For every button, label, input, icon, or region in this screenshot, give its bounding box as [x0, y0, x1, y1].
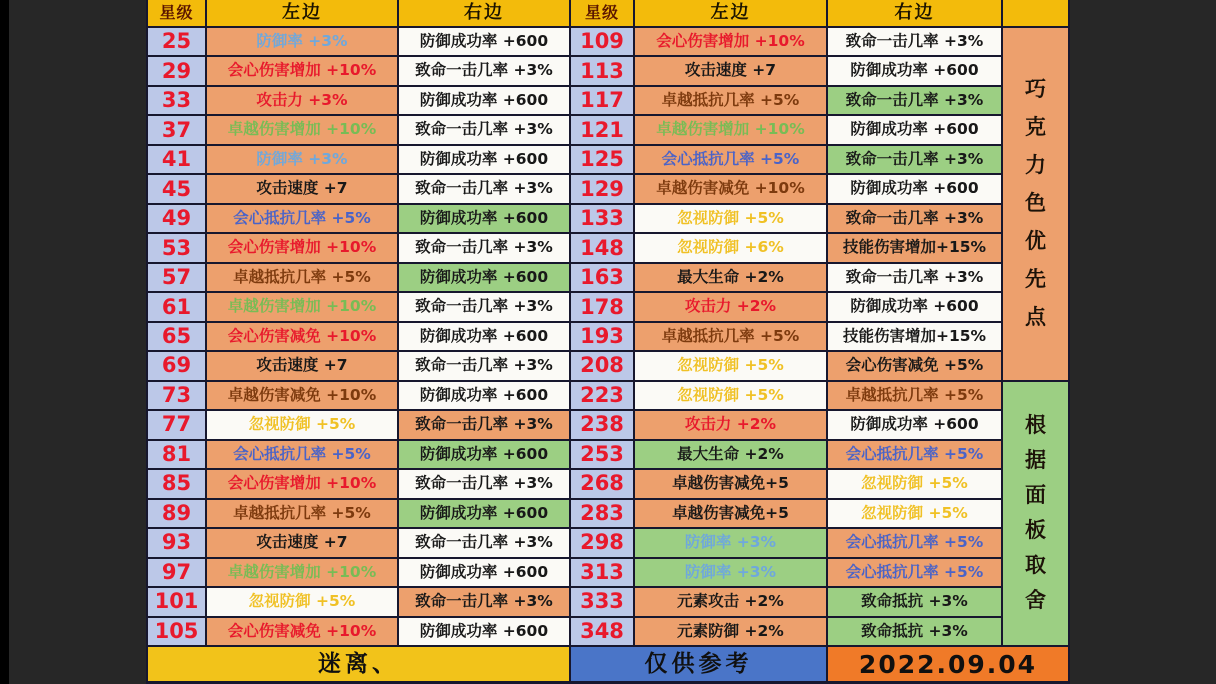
right-option-cell	[828, 470, 1001, 497]
star-level-cell: 268	[571, 470, 633, 497]
right-option-cell	[399, 323, 569, 350]
side-note-chocolate-priority	[1003, 28, 1068, 380]
stat-text: 防御成功率 +600	[419, 503, 549, 522]
stat-text: 致命一击几率 +3%	[415, 297, 553, 316]
stat-text: 防御成功率 +600	[419, 208, 549, 227]
stat-text: 最大生命 +2%	[677, 444, 784, 463]
star-level-cell: 313	[571, 559, 633, 586]
left-option-cell	[207, 87, 397, 114]
left-option-cell	[635, 559, 826, 586]
right-option-cell	[828, 529, 1001, 556]
right-option-cell	[828, 116, 1001, 143]
left-option-cell	[635, 352, 826, 379]
stat-text: 致命一击几率 +3%	[415, 474, 553, 493]
stat-text: 防御成功率 +600	[419, 90, 549, 109]
stat-text: 会心抵抗几率 +5%	[845, 533, 984, 552]
right-option-cell	[828, 175, 1001, 202]
stat-text: 防御成功率 +600	[419, 562, 549, 581]
note-char: 面	[1025, 483, 1046, 508]
stat-text: 致命一击几率 +3%	[415, 356, 553, 375]
star-level-cell: 49	[148, 205, 205, 232]
stat-text: 防御成功率 +600	[850, 179, 979, 198]
stat-text: 会心抵抗几率 +5%	[233, 208, 371, 227]
note-char: 克	[1025, 115, 1046, 140]
stat-text: 防御成功率 +600	[419, 385, 549, 404]
stat-text: 元素攻击 +2%	[677, 592, 784, 611]
star-level-cell: 121	[571, 116, 633, 143]
header-right-option-left-table: 右边	[399, 0, 569, 26]
star-level-cell: 133	[571, 205, 633, 232]
star-level-cell: 223	[571, 382, 633, 409]
right-option-cell	[399, 411, 569, 438]
stat-text: 防御成功率 +600	[850, 297, 979, 316]
stat-text: 攻击力 +2%	[684, 415, 777, 434]
star-level-cell: 253	[571, 441, 633, 468]
stat-text: 攻击速度 +7	[684, 61, 777, 80]
note-char: 优	[1025, 229, 1046, 254]
stat-text: 卓越抵抗几率 +5%	[233, 503, 371, 522]
star-level-cell: 41	[148, 146, 205, 173]
left-option-cell	[635, 28, 826, 55]
stat-text: 卓越伤害增加 +10%	[227, 562, 377, 581]
stat-text: 忽视防御 +5%	[861, 503, 968, 522]
star-level-cell: 178	[571, 293, 633, 320]
left-option-cell	[207, 500, 397, 527]
right-option-cell	[828, 352, 1001, 379]
right-option-cell	[828, 559, 1001, 586]
stat-text: 防御成功率 +600	[419, 326, 549, 345]
left-option-cell	[207, 352, 397, 379]
star-level-cell: 163	[571, 264, 633, 291]
right-option-cell	[399, 28, 569, 55]
right-option-cell	[399, 205, 569, 232]
left-option-cell	[207, 618, 397, 645]
star-level-cell: 33	[148, 87, 205, 114]
star-level-cell: 81	[148, 441, 205, 468]
stat-text: 会心伤害增加 +10%	[227, 61, 377, 80]
left-option-cell	[635, 411, 826, 438]
header-right-option-right-table: 右边	[828, 0, 1001, 26]
left-option-cell	[207, 57, 397, 84]
stat-text: 攻击速度 +7	[256, 533, 348, 552]
left-option-cell	[207, 470, 397, 497]
star-level-cell: 298	[571, 529, 633, 556]
stat-text: 卓越抵抗几率 +5%	[845, 385, 984, 404]
note-char: 据	[1025, 448, 1046, 473]
right-option-cell	[828, 57, 1001, 84]
right-option-cell	[828, 293, 1001, 320]
stat-text: 忽视防御 +6%	[677, 238, 784, 257]
right-option-cell	[828, 87, 1001, 114]
stat-text: 技能伤害增加+15%	[842, 326, 987, 345]
left-option-cell	[207, 116, 397, 143]
stat-text: 会心抵抗几率 +5%	[661, 149, 800, 168]
star-level-cell: 61	[148, 293, 205, 320]
left-option-cell	[635, 205, 826, 232]
stat-text: 忽视防御 +5%	[248, 592, 356, 611]
stat-upgrade-table	[146, 0, 1070, 684]
stat-text: 卓越伤害增加 +10%	[227, 120, 377, 139]
star-level-cell: 85	[148, 470, 205, 497]
right-option-cell	[399, 441, 569, 468]
right-option-cell	[828, 234, 1001, 261]
stat-text: 会心伤害减免 +10%	[227, 621, 377, 640]
star-level-cell: 37	[148, 116, 205, 143]
left-option-cell	[635, 529, 826, 556]
stat-text: 会心抵抗几率 +5%	[845, 444, 984, 463]
stat-text: 卓越抵抗几率 +5%	[661, 326, 800, 345]
stat-text: 致命一击几率 +3%	[845, 267, 984, 286]
star-level-cell: 333	[571, 588, 633, 615]
right-option-cell	[828, 28, 1001, 55]
stat-text: 攻击力 +3%	[256, 90, 348, 109]
note-char: 先	[1025, 267, 1046, 292]
left-option-cell	[207, 146, 397, 173]
stat-text: 元素防御 +2%	[677, 621, 784, 640]
stat-text: 会心伤害减免 +5%	[845, 356, 984, 375]
stat-text: 攻击速度 +7	[256, 179, 348, 198]
left-option-cell	[207, 441, 397, 468]
right-option-cell	[399, 588, 569, 615]
note-char: 舍	[1025, 588, 1046, 613]
stat-text: 致命一击几率 +3%	[845, 90, 984, 109]
star-level-cell: 148	[571, 234, 633, 261]
star-level-cell: 238	[571, 411, 633, 438]
stat-text: 卓越伤害减免 +10%	[656, 179, 805, 198]
star-level-cell: 45	[148, 175, 205, 202]
star-level-cell: 65	[148, 323, 205, 350]
stat-text: 致命一击几率 +3%	[415, 61, 553, 80]
stat-text: 会心伤害减免 +10%	[227, 326, 377, 345]
left-option-cell	[207, 293, 397, 320]
left-option-cell	[207, 205, 397, 232]
left-option-cell	[635, 293, 826, 320]
right-option-cell	[399, 352, 569, 379]
stat-text: 会心伤害增加 +10%	[656, 31, 805, 50]
stat-text: 防御成功率 +600	[850, 415, 979, 434]
right-option-cell	[399, 264, 569, 291]
right-option-cell	[399, 500, 569, 527]
right-option-cell	[399, 234, 569, 261]
right-option-cell	[399, 618, 569, 645]
stat-text: 忽视防御 +5%	[677, 356, 784, 375]
left-option-cell	[207, 264, 397, 291]
stat-text: 会心伤害增加 +10%	[227, 474, 377, 493]
stat-text: 攻击速度 +7	[256, 356, 348, 375]
right-option-cell	[828, 264, 1001, 291]
stat-text: 致命一击几率 +3%	[845, 208, 984, 227]
left-option-cell	[635, 382, 826, 409]
stat-text: 防御成功率 +600	[419, 444, 549, 463]
star-level-cell: 57	[148, 264, 205, 291]
star-level-cell: 348	[571, 618, 633, 645]
footer-reference-note: 仅供参考	[571, 647, 826, 681]
left-option-cell	[635, 618, 826, 645]
stat-text: 防御成功率 +600	[419, 621, 549, 640]
stat-text: 卓越伤害减免+5	[672, 503, 789, 522]
header-star-right-table: 星级	[571, 0, 633, 26]
letterbox-left	[0, 0, 9, 684]
star-level-cell: 105	[148, 618, 205, 645]
right-option-cell	[399, 87, 569, 114]
right-option-cell	[828, 411, 1001, 438]
left-option-cell	[635, 470, 826, 497]
right-option-cell	[828, 382, 1001, 409]
stat-text: 技能伤害增加+15%	[842, 238, 987, 257]
right-option-cell	[399, 175, 569, 202]
right-option-cell	[828, 500, 1001, 527]
stat-text: 卓越抵抗几率 +5%	[233, 267, 371, 286]
left-option-cell	[635, 500, 826, 527]
stat-text: 致命抵抗 +3%	[861, 592, 968, 611]
stat-text: 致命一击几率 +3%	[415, 533, 553, 552]
left-option-cell	[207, 382, 397, 409]
star-level-cell: 208	[571, 352, 633, 379]
stat-text: 忽视防御 +5%	[677, 208, 784, 227]
left-option-cell	[635, 146, 826, 173]
left-option-cell	[635, 87, 826, 114]
left-option-cell	[635, 175, 826, 202]
footer-author: 迷离、	[148, 647, 569, 681]
left-option-cell	[635, 57, 826, 84]
stat-text: 致命抵抗 +3%	[861, 621, 968, 640]
stat-text: 防御率 +3%	[256, 31, 348, 50]
stat-text: 致命一击几率 +3%	[415, 592, 553, 611]
left-option-cell	[207, 529, 397, 556]
left-option-cell	[207, 559, 397, 586]
star-level-cell: 101	[148, 588, 205, 615]
left-option-cell	[207, 28, 397, 55]
stat-text: 防御成功率 +600	[850, 120, 979, 139]
right-option-cell	[399, 529, 569, 556]
star-level-cell: 77	[148, 411, 205, 438]
stat-text: 攻击力 +2%	[684, 297, 777, 316]
star-level-cell: 193	[571, 323, 633, 350]
header-left-option-left-table: 左边	[207, 0, 397, 26]
left-option-cell	[207, 323, 397, 350]
star-level-cell: 129	[571, 175, 633, 202]
star-level-cell: 53	[148, 234, 205, 261]
stat-text: 忽视防御 +5%	[677, 385, 784, 404]
stat-text: 致命一击几率 +3%	[845, 149, 984, 168]
note-char: 色	[1025, 191, 1046, 216]
star-level-cell: 93	[148, 529, 205, 556]
star-level-cell: 283	[571, 500, 633, 527]
stat-text: 防御率 +3%	[684, 562, 777, 581]
stat-text: 致命一击几率 +3%	[415, 120, 553, 139]
right-option-cell	[828, 323, 1001, 350]
stat-text: 最大生命 +2%	[677, 267, 784, 286]
left-option-cell	[635, 323, 826, 350]
right-option-cell	[828, 618, 1001, 645]
star-level-cell: 73	[148, 382, 205, 409]
stat-text: 致命一击几率 +3%	[415, 415, 553, 434]
stat-text: 会心伤害增加 +10%	[227, 238, 377, 257]
right-option-cell	[828, 588, 1001, 615]
star-level-cell: 89	[148, 500, 205, 527]
star-level-cell: 109	[571, 28, 633, 55]
left-option-cell	[635, 441, 826, 468]
left-option-cell	[207, 234, 397, 261]
star-level-cell: 117	[571, 87, 633, 114]
stat-text: 卓越伤害减免+5	[672, 474, 789, 493]
right-option-cell	[399, 382, 569, 409]
stat-text: 会心抵抗几率 +5%	[233, 444, 371, 463]
right-option-cell	[399, 146, 569, 173]
stat-text: 防御率 +3%	[684, 533, 777, 552]
header-left-option-right-table: 左边	[635, 0, 826, 26]
right-option-cell	[399, 559, 569, 586]
note-char: 力	[1025, 153, 1046, 178]
stat-text: 卓越伤害增加 +10%	[656, 120, 805, 139]
star-level-cell: 125	[571, 146, 633, 173]
left-option-cell	[207, 175, 397, 202]
right-option-cell	[828, 441, 1001, 468]
header-corner-blank	[1003, 0, 1068, 26]
note-char: 巧	[1025, 77, 1046, 102]
stat-text: 防御成功率 +600	[419, 149, 549, 168]
left-option-cell	[207, 588, 397, 615]
note-char: 根	[1025, 413, 1046, 438]
star-level-cell: 113	[571, 57, 633, 84]
star-level-cell: 29	[148, 57, 205, 84]
stat-text: 会心抵抗几率 +5%	[845, 562, 984, 581]
stat-text: 致命一击几率 +3%	[845, 31, 984, 50]
left-option-cell	[635, 116, 826, 143]
star-level-cell: 25	[148, 28, 205, 55]
stat-text: 致命一击几率 +3%	[415, 179, 553, 198]
right-option-cell	[399, 470, 569, 497]
right-option-cell	[828, 146, 1001, 173]
stat-text: 忽视防御 +5%	[248, 415, 356, 434]
stat-text: 卓越伤害增加 +10%	[227, 297, 377, 316]
stat-text: 卓越伤害减免 +10%	[227, 385, 377, 404]
footer-date: 2022.09.04	[828, 647, 1068, 681]
stat-text: 防御成功率 +600	[419, 267, 549, 286]
right-option-cell	[399, 293, 569, 320]
stat-text: 忽视防御 +5%	[861, 474, 968, 493]
stat-text: 卓越抵抗几率 +5%	[661, 90, 800, 109]
note-char: 板	[1025, 518, 1046, 543]
note-char: 点	[1025, 305, 1046, 330]
stat-text: 防御成功率 +600	[850, 61, 979, 80]
left-option-cell	[207, 411, 397, 438]
side-note-panel-tradeoff	[1003, 382, 1068, 645]
star-level-cell: 69	[148, 352, 205, 379]
header-star-left-table: 星级	[148, 0, 205, 26]
stat-text: 防御成功率 +600	[419, 31, 549, 50]
right-option-cell	[399, 116, 569, 143]
star-level-cell: 97	[148, 559, 205, 586]
right-option-cell	[399, 57, 569, 84]
left-option-cell	[635, 264, 826, 291]
left-option-cell	[635, 234, 826, 261]
right-option-cell	[828, 205, 1001, 232]
note-char: 取	[1025, 553, 1046, 578]
left-option-cell	[635, 588, 826, 615]
stat-text: 防御率 +3%	[256, 149, 348, 168]
stat-text: 致命一击几率 +3%	[415, 238, 553, 257]
